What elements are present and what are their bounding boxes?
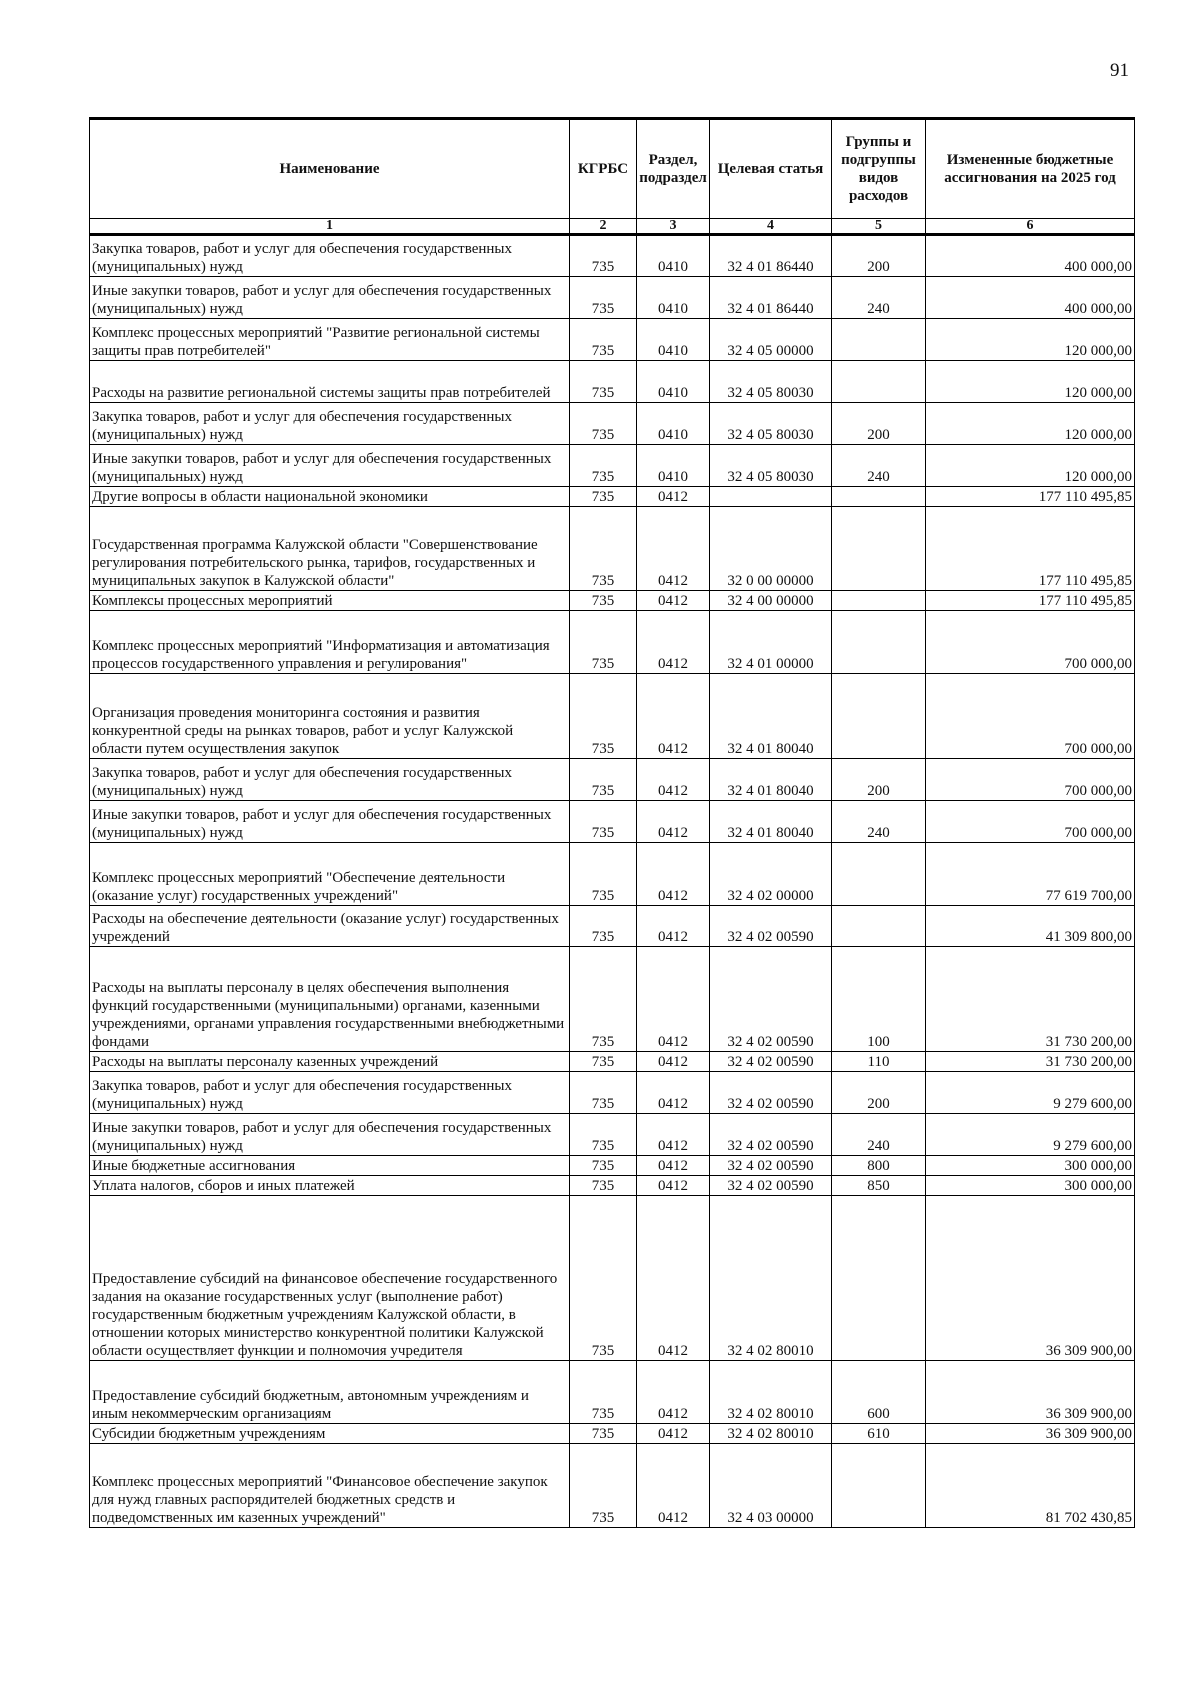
row-group-cell: 240 <box>832 277 926 319</box>
row-section-cell: 0410 <box>637 403 710 445</box>
row-amount-cell: 400 000,00 <box>926 277 1135 319</box>
row-name-cell: Закупка товаров, работ и услуг для обеспечения государственных (муниципальных) нужд <box>90 759 570 801</box>
row-amount-cell: 177 110 495,85 <box>926 507 1135 591</box>
row-amount-cell: 36 309 900,00 <box>926 1424 1135 1444</box>
row-amount-cell: 36 309 900,00 <box>926 1196 1135 1361</box>
row-name-cell: Закупка товаров, работ и услуг для обеспечения государственных (муниципальных) нужд <box>90 235 570 277</box>
row-target-cell: 32 4 02 00590 <box>710 1052 832 1072</box>
row-kgrbs-cell: 735 <box>570 906 637 947</box>
row-amount-cell: 77 619 700,00 <box>926 843 1135 906</box>
table-row <box>90 906 1135 947</box>
row-target-cell <box>710 487 832 507</box>
table-row <box>90 1052 1135 1072</box>
table-row <box>90 1176 1135 1196</box>
row-section-cell: 0410 <box>637 319 710 361</box>
row-amount-cell: 700 000,00 <box>926 759 1135 801</box>
row-group-cell: 200 <box>832 759 926 801</box>
row-kgrbs-cell: 735 <box>570 277 637 319</box>
table-row <box>90 235 1135 277</box>
row-group-cell: 110 <box>832 1052 926 1072</box>
row-section-cell: 0412 <box>637 843 710 906</box>
row-name-cell: Расходы на развитие региональной системы защиты прав потребителей <box>90 361 570 403</box>
row-group-cell: 240 <box>832 801 926 843</box>
column-number: 1 <box>90 219 570 235</box>
row-group-cell <box>832 906 926 947</box>
column-number: 6 <box>926 219 1135 235</box>
row-name-cell: Расходы на выплаты персоналу в целях обеспечения выполнения функций государственными (муниципальными) органами, казенными учреждениями, органами управления государственными внебюджетными фондами <box>90 947 570 1052</box>
row-kgrbs-cell: 735 <box>570 611 637 674</box>
table-row <box>90 801 1135 843</box>
row-amount-cell: 41 309 800,00 <box>926 906 1135 947</box>
row-target-cell: 32 4 05 80030 <box>710 361 832 403</box>
row-group-cell: 850 <box>832 1176 926 1196</box>
row-section-cell: 0412 <box>637 801 710 843</box>
row-name-cell: Организация проведения мониторинга состояния и развития конкурентной среды на рынках товаров, работ и услуг Калужской области путем осуществления закупок <box>90 674 570 759</box>
column-number-row <box>90 219 1135 235</box>
row-kgrbs-cell: 735 <box>570 591 637 611</box>
table-row <box>90 277 1135 319</box>
row-kgrbs-cell: 735 <box>570 487 637 507</box>
row-kgrbs-cell: 735 <box>570 947 637 1052</box>
row-name-cell: Предоставление субсидий на финансовое обеспечение государственного задания на оказание государственных услуг (выполнение работ) государственным бюджетным учреждениям Калужской области, в отношении которых министерство конкурентной политики Калужской области осуществляет функции и полномочия учредителя <box>90 1196 570 1361</box>
row-section-cell: 0410 <box>637 277 710 319</box>
row-kgrbs-cell: 735 <box>570 759 637 801</box>
row-name-cell: Государственная программа Калужской области "Совершенствование регулирования потребительского рынка, тарифов, государственных и муниципальных закупок в Калужской области" <box>90 507 570 591</box>
row-kgrbs-cell: 735 <box>570 1176 637 1196</box>
row-group-cell <box>832 1444 926 1528</box>
row-name-cell: Иные закупки товаров, работ и услуг для обеспечения государственных (муниципальных) нужд <box>90 277 570 319</box>
row-amount-cell: 177 110 495,85 <box>926 487 1135 507</box>
row-group-cell <box>832 361 926 403</box>
row-group-cell <box>832 611 926 674</box>
row-target-cell: 32 4 02 00590 <box>710 1176 832 1196</box>
row-target-cell: 32 4 02 80010 <box>710 1424 832 1444</box>
table-body <box>90 235 1135 1528</box>
row-section-cell: 0412 <box>637 947 710 1052</box>
row-kgrbs-cell: 735 <box>570 445 637 487</box>
row-name-cell: Предоставление субсидий бюджетным, автономным учреждениям и иным некоммерческим организациям <box>90 1361 570 1424</box>
row-section-cell: 0412 <box>637 1196 710 1361</box>
row-amount-cell: 120 000,00 <box>926 445 1135 487</box>
table-row <box>90 1072 1135 1114</box>
row-amount-cell: 700 000,00 <box>926 611 1135 674</box>
row-name-cell: Иные закупки товаров, работ и услуг для обеспечения государственных (муниципальных) нужд <box>90 1114 570 1156</box>
row-target-cell: 32 4 03 00000 <box>710 1444 832 1528</box>
column-number: 3 <box>637 219 710 235</box>
table-row <box>90 507 1135 591</box>
header-kgrbs: КГРБС <box>570 119 637 219</box>
header-target: Целевая статья <box>710 119 832 219</box>
row-name-cell: Комплекс процессных мероприятий "Развитие региональной системы защиты прав потребителей" <box>90 319 570 361</box>
row-section-cell: 0412 <box>637 906 710 947</box>
row-name-cell: Комплексы процессных мероприятий <box>90 591 570 611</box>
row-section-cell: 0412 <box>637 1444 710 1528</box>
row-target-cell: 32 4 02 00590 <box>710 1072 832 1114</box>
table-row <box>90 1424 1135 1444</box>
row-section-cell: 0410 <box>637 445 710 487</box>
table-row <box>90 445 1135 487</box>
column-number: 2 <box>570 219 637 235</box>
row-name-cell: Закупка товаров, работ и услуг для обеспечения государственных (муниципальных) нужд <box>90 1072 570 1114</box>
row-kgrbs-cell: 735 <box>570 403 637 445</box>
row-kgrbs-cell: 735 <box>570 1444 637 1528</box>
row-kgrbs-cell: 735 <box>570 361 637 403</box>
table-row <box>90 403 1135 445</box>
row-target-cell: 32 4 02 00590 <box>710 1114 832 1156</box>
row-name-cell: Иные закупки товаров, работ и услуг для обеспечения государственных (муниципальных) нужд <box>90 445 570 487</box>
row-group-cell <box>832 1196 926 1361</box>
row-name-cell: Расходы на обеспечение деятельности (оказание услуг) государственных учреждений <box>90 906 570 947</box>
row-target-cell: 32 4 01 00000 <box>710 611 832 674</box>
row-amount-cell: 300 000,00 <box>926 1176 1135 1196</box>
row-amount-cell: 120 000,00 <box>926 361 1135 403</box>
row-amount-cell: 700 000,00 <box>926 801 1135 843</box>
row-section-cell: 0412 <box>637 1114 710 1156</box>
row-section-cell: 0412 <box>637 591 710 611</box>
row-section-cell: 0412 <box>637 1424 710 1444</box>
row-kgrbs-cell: 735 <box>570 507 637 591</box>
row-amount-cell: 81 702 430,85 <box>926 1444 1135 1528</box>
row-section-cell: 0412 <box>637 759 710 801</box>
row-section-cell: 0412 <box>637 611 710 674</box>
page-number: 91 <box>1110 60 1129 81</box>
row-name-cell: Комплекс процессных мероприятий "Финансовое обеспечение закупок для нужд главных распорядителей бюджетных средств и подведомственных им казенных учреждений" <box>90 1444 570 1528</box>
row-target-cell: 32 4 01 86440 <box>710 235 832 277</box>
row-kgrbs-cell: 735 <box>570 1072 637 1114</box>
row-kgrbs-cell: 735 <box>570 235 637 277</box>
row-target-cell: 32 4 02 00000 <box>710 843 832 906</box>
row-target-cell: 32 4 01 86440 <box>710 277 832 319</box>
header-groups: Группы и подгруппы видов расходов <box>832 119 926 219</box>
row-name-cell: Уплата налогов, сборов и иных платежей <box>90 1176 570 1196</box>
row-name-cell: Другие вопросы в области национальной экономики <box>90 487 570 507</box>
row-group-cell <box>832 674 926 759</box>
row-group-cell <box>832 507 926 591</box>
row-group-cell <box>832 591 926 611</box>
row-kgrbs-cell: 735 <box>570 843 637 906</box>
row-kgrbs-cell: 735 <box>570 1361 637 1424</box>
column-number: 4 <box>710 219 832 235</box>
row-target-cell: 32 4 05 80030 <box>710 445 832 487</box>
row-section-cell: 0412 <box>637 1156 710 1176</box>
table-row <box>90 1196 1135 1361</box>
row-section-cell: 0412 <box>637 674 710 759</box>
row-amount-cell: 36 309 900,00 <box>926 1361 1135 1424</box>
header-section: Раздел, подраздел <box>637 119 710 219</box>
column-number: 5 <box>832 219 926 235</box>
row-group-cell: 100 <box>832 947 926 1052</box>
row-target-cell: 32 4 02 00590 <box>710 947 832 1052</box>
row-kgrbs-cell: 735 <box>570 801 637 843</box>
row-kgrbs-cell: 735 <box>570 1114 637 1156</box>
row-group-cell: 240 <box>832 445 926 487</box>
table-row <box>90 1444 1135 1528</box>
row-section-cell: 0412 <box>637 1176 710 1196</box>
row-group-cell <box>832 319 926 361</box>
row-section-cell: 0412 <box>637 1361 710 1424</box>
row-target-cell: 32 4 02 00590 <box>710 906 832 947</box>
row-target-cell: 32 4 05 00000 <box>710 319 832 361</box>
row-amount-cell: 31 730 200,00 <box>926 1052 1135 1072</box>
row-target-cell: 32 4 02 80010 <box>710 1361 832 1424</box>
header-name: Наименование <box>90 119 570 219</box>
row-kgrbs-cell: 735 <box>570 1196 637 1361</box>
row-section-cell: 0412 <box>637 487 710 507</box>
table-row <box>90 1114 1135 1156</box>
row-target-cell: 32 0 00 00000 <box>710 507 832 591</box>
row-group-cell: 200 <box>832 403 926 445</box>
table-row <box>90 759 1135 801</box>
row-amount-cell: 9 279 600,00 <box>926 1114 1135 1156</box>
row-target-cell: 32 4 01 80040 <box>710 674 832 759</box>
row-section-cell: 0412 <box>637 507 710 591</box>
table-row <box>90 1361 1135 1424</box>
row-target-cell: 32 4 02 00590 <box>710 1156 832 1176</box>
row-target-cell: 32 4 00 00000 <box>710 591 832 611</box>
row-group-cell <box>832 843 926 906</box>
row-amount-cell: 9 279 600,00 <box>926 1072 1135 1114</box>
row-target-cell: 32 4 01 80040 <box>710 801 832 843</box>
row-group-cell: 610 <box>832 1424 926 1444</box>
row-section-cell: 0412 <box>637 1072 710 1114</box>
row-amount-cell: 400 000,00 <box>926 235 1135 277</box>
row-name-cell: Расходы на выплаты персоналу казенных учреждений <box>90 1052 570 1072</box>
table-row <box>90 487 1135 507</box>
table-row <box>90 947 1135 1052</box>
row-kgrbs-cell: 735 <box>570 319 637 361</box>
table-row <box>90 361 1135 403</box>
row-group-cell <box>832 487 926 507</box>
table-row <box>90 611 1135 674</box>
row-kgrbs-cell: 735 <box>570 1052 637 1072</box>
row-name-cell: Закупка товаров, работ и услуг для обеспечения государственных (муниципальных) нужд <box>90 403 570 445</box>
budget-table <box>89 117 1135 1528</box>
row-name-cell: Субсидии бюджетным учреждениям <box>90 1424 570 1444</box>
row-amount-cell: 300 000,00 <box>926 1156 1135 1176</box>
row-group-cell: 200 <box>832 1072 926 1114</box>
row-name-cell: Иные закупки товаров, работ и услуг для обеспечения государственных (муниципальных) нужд <box>90 801 570 843</box>
table-row <box>90 319 1135 361</box>
row-kgrbs-cell: 735 <box>570 674 637 759</box>
row-target-cell: 32 4 01 80040 <box>710 759 832 801</box>
row-section-cell: 0410 <box>637 361 710 403</box>
row-amount-cell: 700 000,00 <box>926 674 1135 759</box>
table-row <box>90 591 1135 611</box>
row-amount-cell: 31 730 200,00 <box>926 947 1135 1052</box>
row-kgrbs-cell: 735 <box>570 1424 637 1444</box>
row-group-cell: 240 <box>832 1114 926 1156</box>
row-target-cell: 32 4 02 80010 <box>710 1196 832 1361</box>
row-group-cell: 600 <box>832 1361 926 1424</box>
row-section-cell: 0410 <box>637 235 710 277</box>
row-name-cell: Иные бюджетные ассигнования <box>90 1156 570 1176</box>
table-row <box>90 1156 1135 1176</box>
row-group-cell: 200 <box>832 235 926 277</box>
row-amount-cell: 177 110 495,85 <box>926 591 1135 611</box>
row-target-cell: 32 4 05 80030 <box>710 403 832 445</box>
row-name-cell: Комплекс процессных мероприятий "Информатизация и автоматизация процессов государственного управления и регулирования" <box>90 611 570 674</box>
row-name-cell: Комплекс процессных мероприятий "Обеспечение деятельности (оказание услуг) государственных учреждений" <box>90 843 570 906</box>
table-row <box>90 843 1135 906</box>
row-amount-cell: 120 000,00 <box>926 319 1135 361</box>
table-row <box>90 674 1135 759</box>
row-group-cell: 800 <box>832 1156 926 1176</box>
header-amount: Измененные бюджетные ассигнования на 2025 год <box>926 119 1135 219</box>
table-header-row <box>90 119 1135 219</box>
row-section-cell: 0412 <box>637 1052 710 1072</box>
row-kgrbs-cell: 735 <box>570 1156 637 1176</box>
row-amount-cell: 120 000,00 <box>926 403 1135 445</box>
